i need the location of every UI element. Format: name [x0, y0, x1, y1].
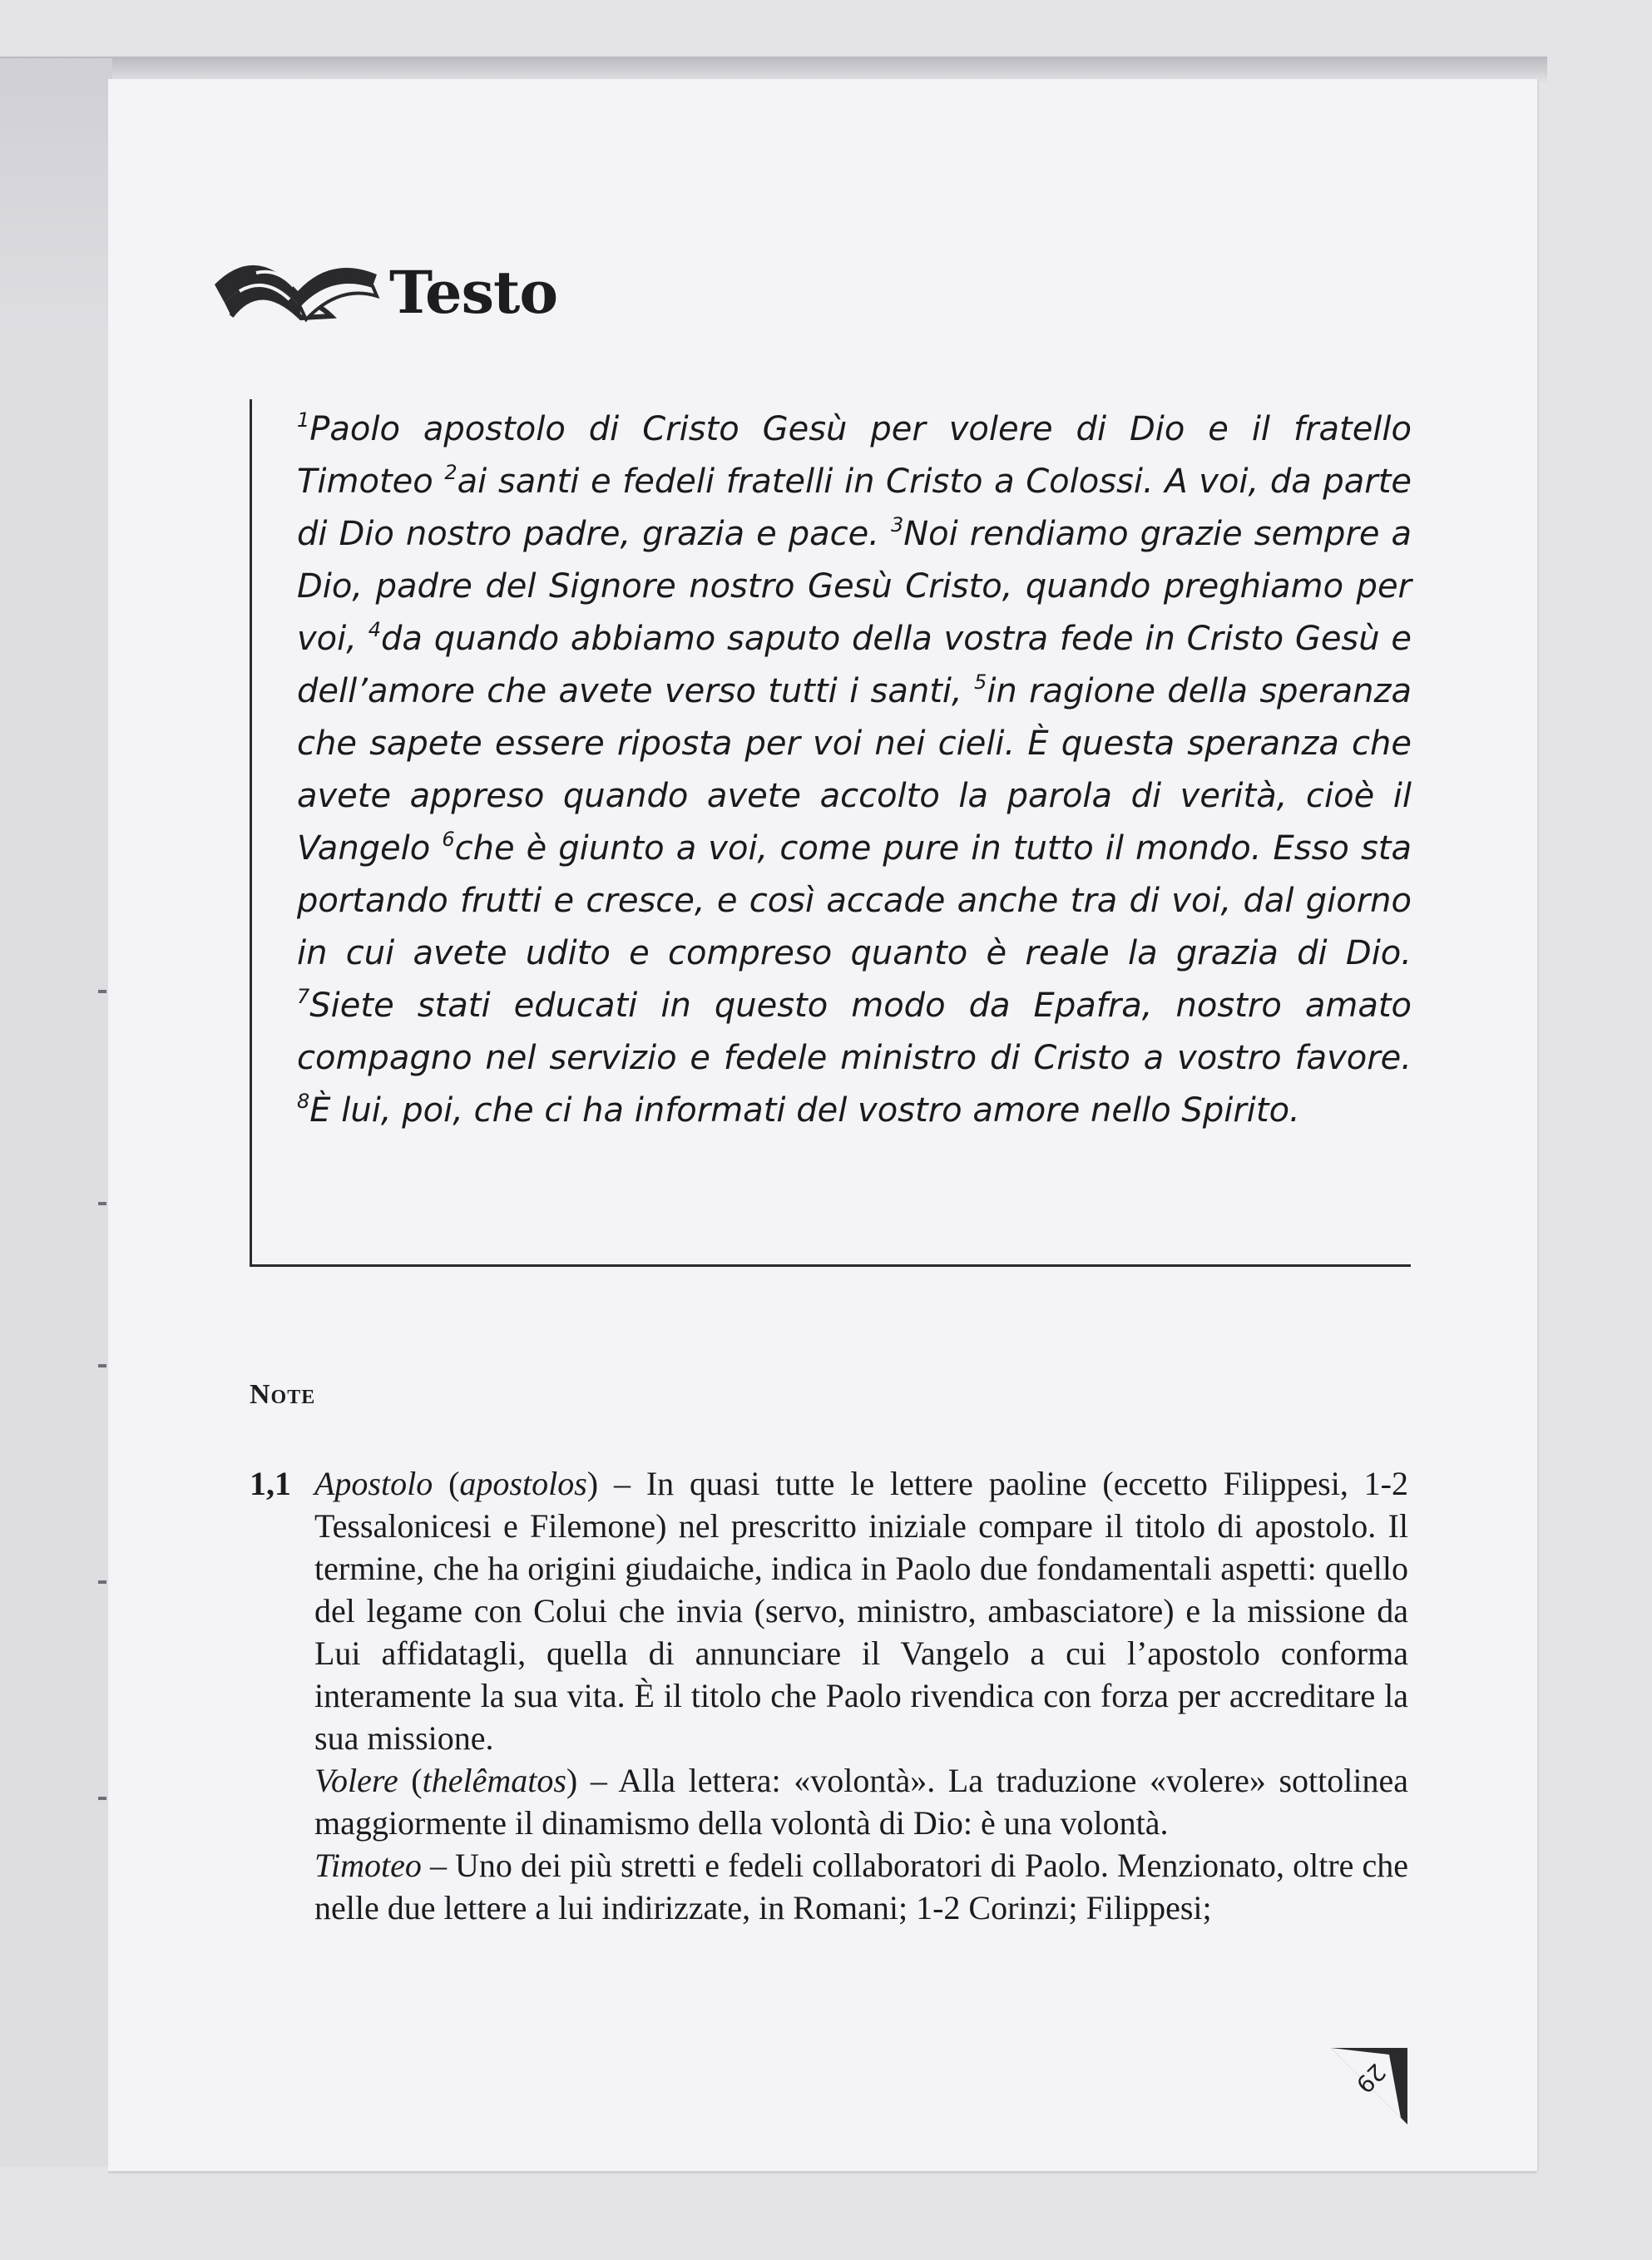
note-apostolo: Apostolo (apostolos) – In quasi tutte le lettere paoline (eccetto Filippesi, 1-2 Tessalonicesi e Filemone) nel prescritto iniziale compare il titolo di apostolo. Il termine, che ha origini giudaiche, indica in Paolo due fondamentali aspetti: quello del legame con Colui che invia (servo, ministro, ambasciatore) e la missione da Lui affidatagli, quella di annunciare il Vangelo a cui l’apostolo conforma interamente la sua vita. È il titolo che Paolo rivendica con forza per accreditare la sua missione. — [314, 1465, 1408, 1757]
verse-number: 6 — [442, 827, 455, 851]
binding-mark — [98, 1202, 106, 1205]
note-term: Apostolo — [314, 1465, 433, 1502]
note-greek-term: apostolos — [459, 1465, 587, 1502]
section-header — [206, 226, 622, 343]
verse-2: ai santi e fedeli fratelli in Cristo a Colossi. A voi, da parte di Dio nostro padre, grazia e pace. — [297, 462, 1412, 553]
verse-number: 1 — [297, 408, 310, 432]
note-greek-term: thelêmatos — [422, 1762, 566, 1799]
note-text: ) – In quasi tutte le lettere paoline (eccetto Filippesi, 1-2 Tessalonicesi e Filemone) nel prescritto iniziale compare il titolo di apostolo. Il termine, che ha origini giudaiche, indica in Paolo due fondamentali aspetti: quello del legame con Colui che invia (servo, ministro, ambasciatore) e la missione da Lui affidatagli, quella di annunciare il Vangelo a cui l’apostolo conforma interamente la sua vita. È il titolo che Paolo rivendica con forza per accreditare la sua missione. — [314, 1465, 1408, 1757]
open-book-icon — [206, 226, 389, 343]
binding-mark — [98, 1797, 106, 1800]
binding-mark — [98, 1364, 106, 1367]
note-text: – Uno dei più stretti e fedeli collaboratori di Paolo. Menzionato, oltre che nelle due lettere a lui indirizzate, in Romani; 1-2 Corinzi; Filippesi; — [314, 1847, 1408, 1926]
bible-passage — [297, 403, 1412, 1137]
note-term: Timoteo — [314, 1847, 422, 1884]
verse-8: È lui, poi, che ci ha informati del vostro amore nello Spirito. — [309, 1091, 1300, 1130]
verse-number: 5 — [974, 670, 987, 694]
verse-number: 2 — [444, 460, 458, 484]
note-term: Volere — [314, 1762, 398, 1799]
page-top-edge — [0, 57, 1547, 82]
verse-3: Noi rendiamo grazie sempre a Dio, padre del Signore nostro Gesù Cristo, quando preghiamo per voi, — [297, 515, 1412, 658]
page-number: 29 — [1350, 2058, 1392, 2099]
verse-1: Paolo apostolo di Cristo Gesù per volere di Dio e il fratello Timoteo — [297, 410, 1412, 501]
notes-heading: Note — [250, 1379, 316, 1410]
page-number-corner — [1331, 2048, 1407, 2124]
verse-number: 8 — [297, 1089, 310, 1113]
verse-7: Siete stati educati in questo modo da Epafra, nostro amato compagno nel servizio e fedele ministro di Cristo a vostro favore. — [297, 987, 1412, 1077]
note-timoteo — [314, 1844, 1408, 1929]
verse-number: 4 — [368, 617, 382, 641]
left-page-shadow — [0, 58, 112, 333]
note-volere: Volere (thelêmatos) – Alla lettera: «volontà». La traduzione «volere» sottolinea maggiormente il dinamismo della volontà di Dio: è una volontà. — [314, 1762, 1408, 1842]
left-page-edge — [0, 71, 110, 2167]
note-text: ) – Alla lettera: «volontà». La traduzione «volere» sottolinea maggiormente il dinamismo della volontà di Dio: è una volontà. — [314, 1762, 1408, 1842]
verse-6: che è giunto a voi, come pure in tutto il mondo. Esso sta portando frutti e cresce, e così accade anche tra di voi, dal giorno in cui avete udito e compreso quanto è reale la grazia di Dio. — [297, 829, 1412, 972]
verse-number: 7 — [297, 984, 310, 1008]
binding-mark — [98, 990, 106, 993]
section-title: Testo — [389, 258, 558, 327]
verse-5: in ragione della speranza che sapete essere riposta per voi nei cieli. È questa speranza che avete appreso quando avete accolto la parola di verità, cioè il Vangelo — [297, 672, 1412, 868]
verse-number: 3 — [890, 512, 904, 537]
note-entry — [250, 1462, 1408, 1929]
verse-4: da quando abbiamo saputo della vostra fede in Cristo Gesù e dell’amore che avete verso tutti i santi, — [297, 620, 1412, 710]
note-reference: 1,1 — [250, 1465, 291, 1502]
notes-section — [250, 1462, 1408, 1929]
binding-mark — [98, 1580, 106, 1584]
